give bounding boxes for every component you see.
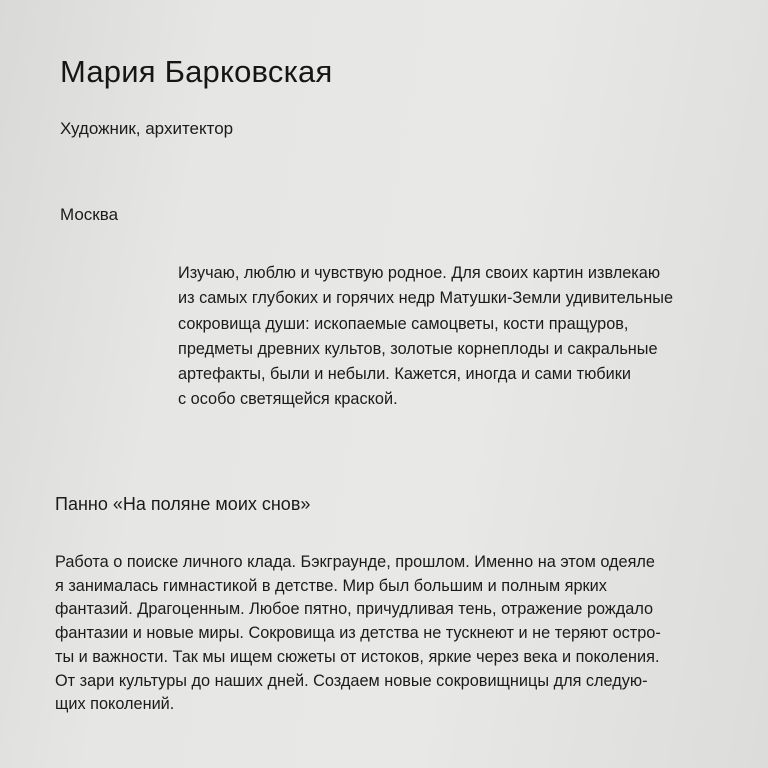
artist-name: Мария Барковская (60, 54, 333, 89)
bio-line: сокровища души: ископаемые самоцветы, кости пращуров, (178, 314, 629, 333)
description-line: щих поколений. (55, 695, 175, 714)
work-description (55, 551, 661, 717)
description-line: Работа о поиске личного клада. Бэкграунде, прошлом. Именно на этом одеяле (55, 553, 655, 571)
description-line: я занималась гимнастикой в детстве. Мир был большим и полным ярких (55, 576, 607, 595)
description-line: ты и важности. Так мы ищем сюжеты от истоков, яркие через века и поколения. (55, 647, 660, 666)
bio-line: с особо светящейся краской. (178, 390, 398, 409)
description-line: От зари культуры до наших дней. Создаем новые сокровищницы для следую- (55, 671, 648, 690)
artist-bio (178, 261, 673, 413)
bio-line: предметы древних культов, золотые корнеплоды и сакральные (178, 339, 658, 358)
bio-line: Изучаю, люблю и чувствую родное. Для своих картин извлекаю (178, 264, 661, 282)
description-line: фантазии и новые миры. Сокровища из детства не тускнеют и не теряют остро- (55, 624, 661, 643)
bio-line: артефакты, были и небыли. Кажется, иногда и сами тюбики (178, 365, 631, 384)
description-line: фантазий. Драгоценным. Любое пятно, причудливая тень, отражение рождало (55, 600, 654, 619)
work-title: Панно «На поляне моих снов» (55, 494, 311, 514)
artist-city: Москва (60, 205, 119, 224)
bio-line: из самых глубоких и горячих недр Матушки-Земли удивительные (178, 289, 674, 308)
artist-role: Художник, архитектор (60, 119, 234, 138)
